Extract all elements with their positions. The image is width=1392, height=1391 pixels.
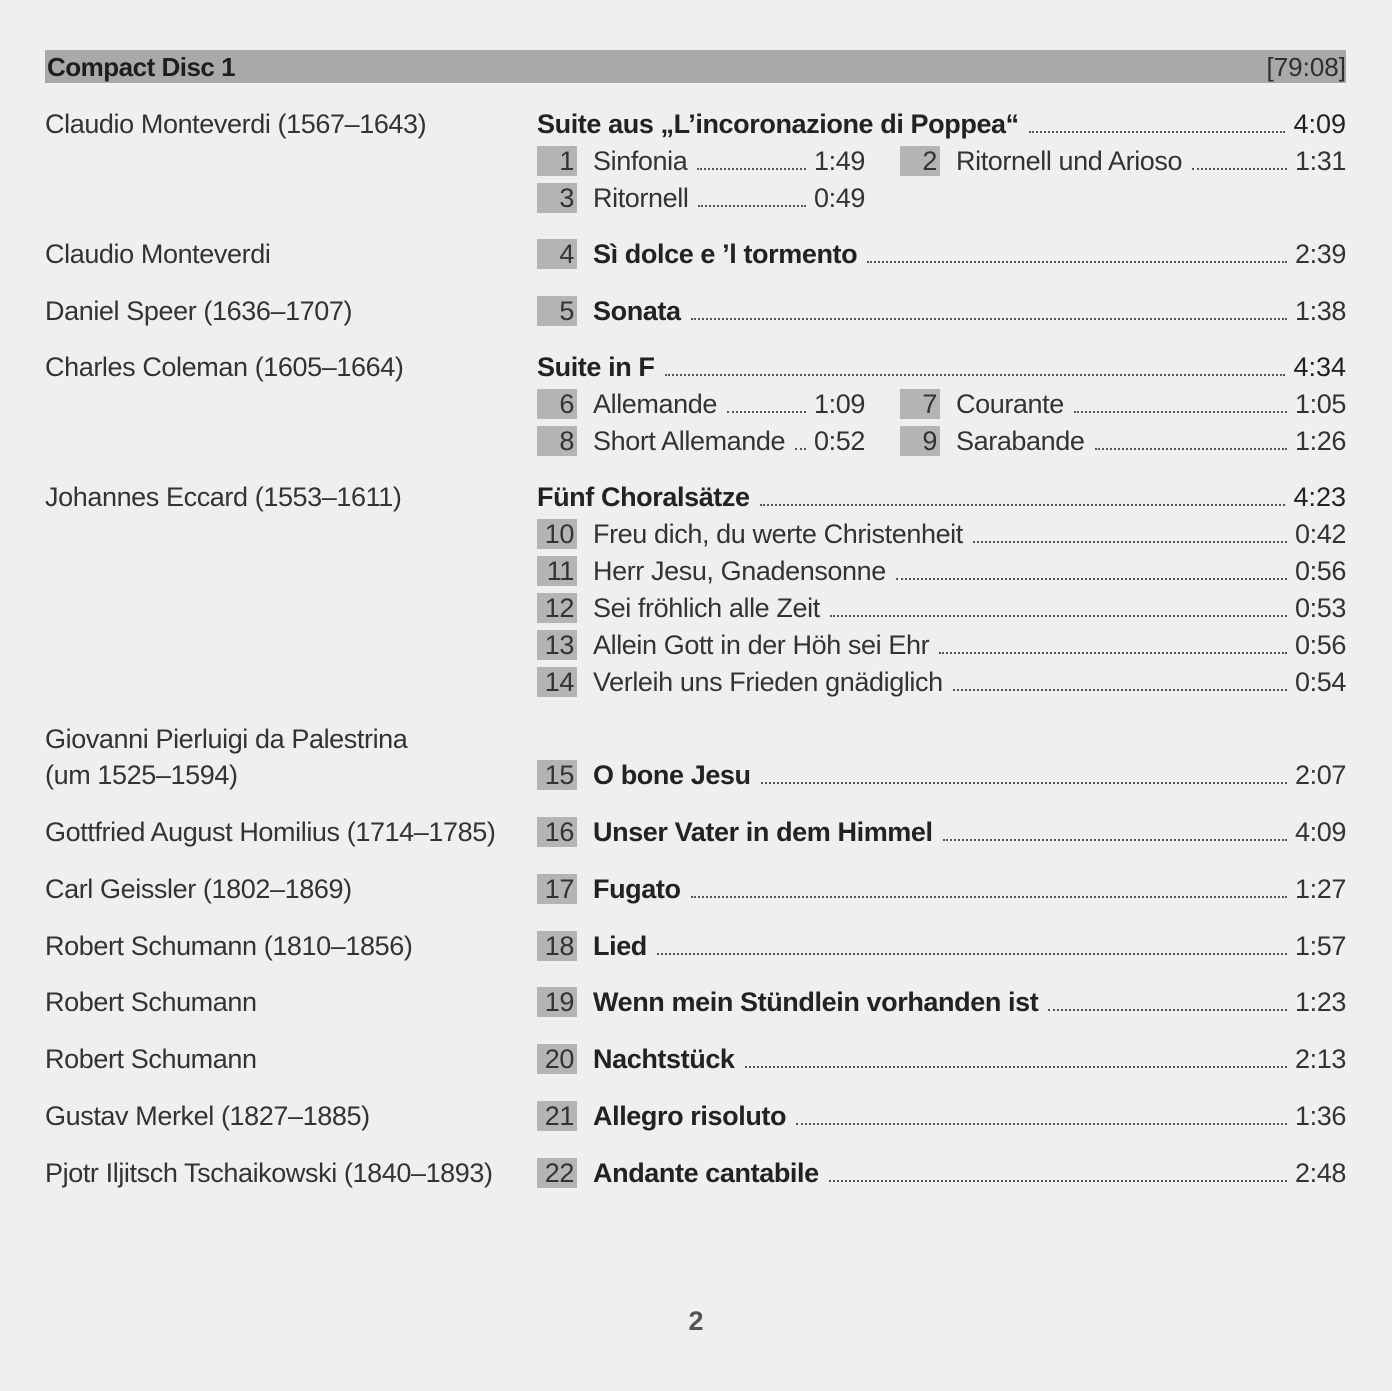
- track-title: Allein Gott in der Höh sei Ehr: [593, 630, 930, 660]
- work-heading: [537, 349, 1346, 385]
- track-time: 2:13: [1295, 1044, 1346, 1074]
- track-title: Courante: [956, 389, 1064, 419]
- composer: Carl Geissler (1802–1869): [45, 874, 352, 904]
- track-row: [537, 590, 1346, 626]
- track-title: Unser Vater in dem Himmel: [593, 817, 933, 847]
- track-number: 8: [537, 426, 577, 456]
- dot-leader: [943, 839, 1287, 841]
- track-time: 1:26: [1295, 426, 1346, 456]
- composer: Johannes Eccard (1553–1611): [45, 482, 402, 512]
- track-title: O bone Jesu: [593, 760, 751, 790]
- dot-leader: [829, 1180, 1287, 1182]
- work-time: 4:09: [1293, 109, 1346, 139]
- track-title: Sinfonia: [593, 146, 688, 176]
- track-row: [537, 1098, 1346, 1134]
- composer: Daniel Speer (1636–1707): [45, 296, 353, 326]
- disc-title: Compact Disc 1: [47, 52, 236, 82]
- composer: Robert Schumann: [45, 987, 257, 1017]
- composer: Gottfried August Homilius (1714–1785): [45, 817, 496, 847]
- work-time: 4:34: [1293, 352, 1346, 382]
- work-title: Fünf Choralsätze: [537, 482, 750, 512]
- track-number: 11: [537, 556, 577, 586]
- track-title: Wenn mein Stündlein vorhanden ist: [593, 987, 1039, 1017]
- dot-leader: [698, 205, 806, 207]
- track-row: [537, 871, 1346, 907]
- track-row: [537, 1155, 1346, 1191]
- dot-leader: [973, 541, 1287, 543]
- track-time: 2:07: [1295, 760, 1346, 790]
- track-number: 4: [537, 239, 577, 269]
- track-row: [537, 423, 865, 459]
- track-title: Andante cantabile: [593, 1158, 819, 1188]
- track-row: [537, 814, 1346, 850]
- work-time: 4:23: [1293, 482, 1346, 512]
- track-row: [537, 553, 1346, 589]
- track-number: 13: [537, 630, 577, 660]
- track-row: [537, 1041, 1346, 1077]
- track-row: [537, 143, 865, 179]
- track-title: Ritornell: [593, 183, 689, 213]
- track-number: 1: [537, 146, 577, 176]
- dot-leader: [1095, 448, 1288, 450]
- track-number: 10: [537, 519, 577, 549]
- track-number: 20: [537, 1044, 577, 1074]
- dot-leader: [760, 504, 1286, 506]
- track-title: Sonata: [593, 296, 681, 326]
- track-time: 1:49: [814, 146, 865, 176]
- track-title: Fugato: [593, 874, 681, 904]
- dot-leader: [745, 1066, 1287, 1068]
- dot-leader: [691, 318, 1287, 320]
- track-title: Sarabande: [956, 426, 1085, 456]
- dot-leader: [727, 411, 806, 413]
- track-number: 21: [537, 1101, 577, 1131]
- track-title: Ritornell und Arioso: [956, 146, 1183, 176]
- track-title: Lied: [593, 931, 647, 961]
- dot-leader: [867, 261, 1287, 263]
- track-number: 2: [900, 146, 940, 176]
- track-time: 0:56: [1295, 630, 1346, 660]
- track-number: 16: [537, 817, 577, 847]
- track-title: Allegro risoluto: [593, 1101, 787, 1131]
- track-time: 0:56: [1295, 556, 1346, 586]
- track-time: 1:09: [814, 389, 865, 419]
- composer: Robert Schumann (1810–1856): [45, 931, 413, 961]
- composer: Robert Schumann: [45, 1044, 257, 1074]
- track-time: 0:52: [814, 426, 865, 456]
- track-number: 9: [900, 426, 940, 456]
- dot-leader: [697, 168, 806, 170]
- track-number: 17: [537, 874, 577, 904]
- composer: Gustav Merkel (1827–1885): [45, 1101, 370, 1131]
- track-title: Herr Jesu, Gnadensonne: [593, 556, 886, 586]
- dot-leader: [1029, 131, 1286, 133]
- track-row: [537, 236, 1346, 272]
- track-number: 3: [537, 183, 577, 213]
- track-title: Allemande: [593, 389, 717, 419]
- dot-leader: [1074, 411, 1287, 413]
- composer: Charles Coleman (1605–1664): [45, 352, 404, 382]
- track-number: 18: [537, 931, 577, 961]
- dot-leader: [1048, 1009, 1287, 1011]
- composer: Claudio Monteverdi: [45, 239, 271, 269]
- track-row: [537, 757, 1346, 793]
- work-heading: [537, 106, 1346, 142]
- dot-leader: [657, 953, 1287, 955]
- dot-leader: [761, 782, 1287, 784]
- dot-leader: [795, 448, 806, 450]
- dot-leader: [691, 896, 1287, 898]
- track-time: 2:39: [1295, 239, 1346, 269]
- track-number: 22: [537, 1158, 577, 1188]
- track-time: 0:42: [1295, 519, 1346, 549]
- disc-total-time: [79:08]: [1266, 52, 1346, 82]
- track-time: 0:54: [1295, 667, 1346, 697]
- dot-leader: [939, 652, 1287, 654]
- track-time: 0:53: [1295, 593, 1346, 623]
- dot-leader: [953, 689, 1287, 691]
- track-row: [537, 516, 1346, 552]
- track-time: 2:48: [1295, 1158, 1346, 1188]
- track-row: [537, 984, 1346, 1020]
- disc-header-bar: [45, 50, 1346, 83]
- track-time: 1:57: [1295, 931, 1346, 961]
- dot-leader: [1192, 168, 1287, 170]
- track-number: 15: [537, 760, 577, 790]
- track-row: [537, 386, 865, 422]
- page-number: 2: [688, 1306, 704, 1336]
- track-time: 1:31: [1295, 146, 1346, 176]
- track-time: 1:05: [1295, 389, 1346, 419]
- track-number: 19: [537, 987, 577, 1017]
- track-time: 0:49: [814, 183, 865, 213]
- track-row: [537, 664, 1346, 700]
- track-number: 5: [537, 296, 577, 326]
- track-row: [537, 627, 1346, 663]
- track-row: [900, 143, 1346, 179]
- track-time: 1:38: [1295, 296, 1346, 326]
- track-title: Freu dich, du werte Christenheit: [593, 519, 963, 549]
- composer: Pjotr Iljitsch Tschaikowski (1840–1893): [45, 1158, 493, 1188]
- track-number: 7: [900, 389, 940, 419]
- track-time: 1:23: [1295, 987, 1346, 1017]
- work-title: Suite in F: [537, 352, 655, 382]
- track-row: [537, 180, 865, 216]
- track-title: Sì dolce e ’l tormento: [593, 239, 858, 269]
- track-title: Verleih uns Frieden gnädiglich: [593, 667, 943, 697]
- track-row: [900, 386, 1346, 422]
- track-title: Short Allemande: [593, 426, 786, 456]
- work-heading: [537, 479, 1346, 515]
- track-title: Nachtstück: [593, 1044, 735, 1074]
- dot-leader: [830, 615, 1287, 617]
- track-row: [537, 928, 1346, 964]
- track-number: 6: [537, 389, 577, 419]
- dot-leader: [896, 578, 1287, 580]
- track-title: Sei fröhlich alle Zeit: [593, 593, 820, 623]
- composer: Giovanni Pierluigi da Palestrina: [45, 724, 408, 754]
- track-row: [537, 293, 1346, 329]
- dot-leader: [665, 374, 1286, 376]
- track-number: 14: [537, 667, 577, 697]
- dot-leader: [796, 1123, 1287, 1125]
- work-title: Suite aus „L’incoronazione di Poppea“: [537, 109, 1019, 139]
- track-number: 12: [537, 593, 577, 623]
- track-row: [900, 423, 1346, 459]
- track-time: 1:36: [1295, 1101, 1346, 1131]
- composer: (um 1525–1594): [45, 760, 238, 790]
- track-time: 1:27: [1295, 874, 1346, 904]
- track-time: 4:09: [1295, 817, 1346, 847]
- composer: Claudio Monteverdi (1567–1643): [45, 109, 427, 139]
